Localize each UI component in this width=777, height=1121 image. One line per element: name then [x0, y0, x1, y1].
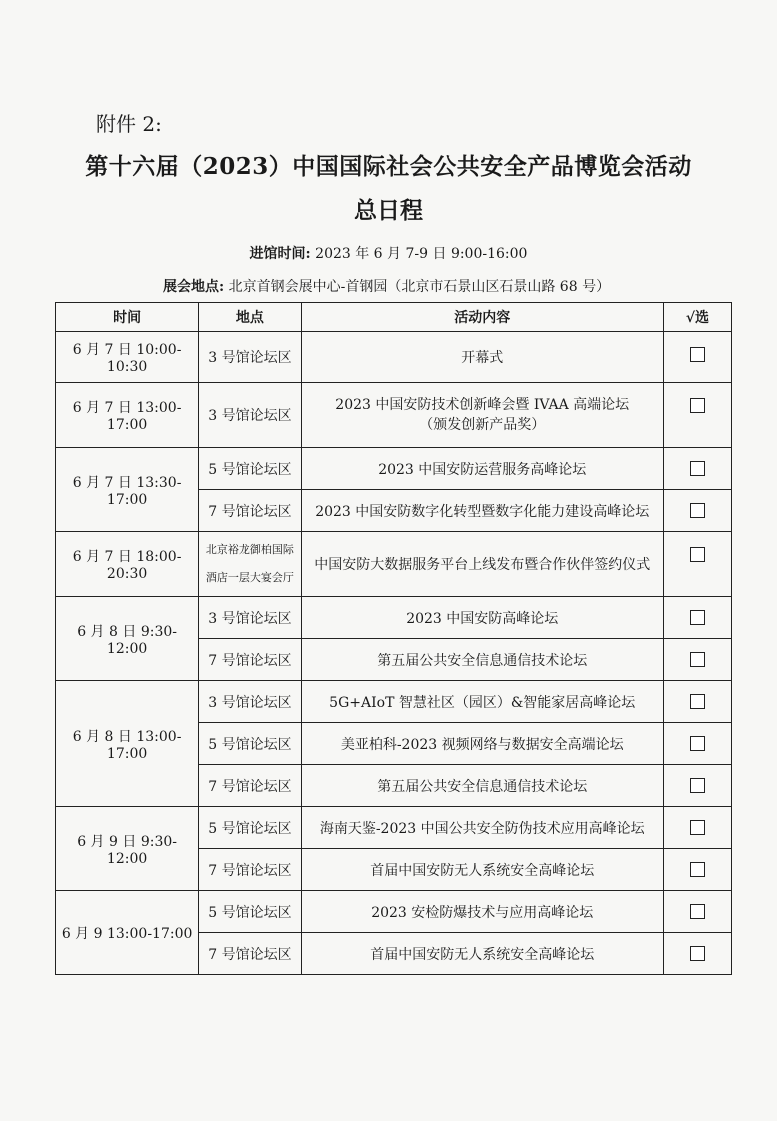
- location-cell: 7 号馆论坛区: [199, 639, 301, 681]
- table-header-row: [56, 303, 732, 332]
- table-row: [56, 807, 732, 849]
- venue-line: [163, 276, 610, 296]
- header-select: √选: [663, 303, 731, 332]
- activity-cell: 首届中国安防无人系统安全高峰论坛: [301, 849, 663, 891]
- select-checkbox[interactable]: [690, 398, 705, 413]
- select-cell: [663, 383, 731, 448]
- activity-cell: 5G+AIoT 智慧社区（园区）&智能家居高峰论坛: [301, 681, 663, 723]
- header-time: 时间: [56, 303, 199, 332]
- location-cell: 7 号馆论坛区: [199, 490, 301, 532]
- location-cell: 5 号馆论坛区: [199, 891, 301, 933]
- select-checkbox[interactable]: [690, 862, 705, 877]
- entry-time-label: 进馆时间:: [249, 246, 311, 262]
- table-row: [56, 597, 732, 639]
- location-cell: 7 号馆论坛区: [199, 765, 301, 807]
- time-cell: 6 月 8 日 9:30-12:00: [56, 597, 199, 681]
- select-cell: [663, 891, 731, 933]
- activity-cell: 海南天鉴-2023 中国公共安全防伪技术应用高峰论坛: [301, 807, 663, 849]
- location-cell: 3 号馆论坛区: [199, 597, 301, 639]
- venue-label: 展会地点:: [163, 279, 225, 295]
- activity-cell: 2023 中国安防运营服务高峰论坛: [301, 448, 663, 490]
- activity-line: （颁发创新产品奖）: [419, 417, 546, 433]
- location-cell: 3 号馆论坛区: [199, 332, 301, 383]
- time-cell: 6 月 9 13:00-17:00: [56, 891, 199, 975]
- entry-time-value: 2023 年 6 月 7-9 日 9:00-16:00: [315, 246, 528, 262]
- location-cell: [199, 532, 301, 597]
- activity-cell: 首届中国安防无人系统安全高峰论坛: [301, 933, 663, 975]
- time-cell: 6 月 7 日 10:00-10:30: [56, 332, 199, 383]
- select-checkbox[interactable]: [690, 652, 705, 667]
- time-cell: 6 月 7 日 13:00-17:00: [56, 383, 199, 448]
- select-cell: [663, 681, 731, 723]
- select-checkbox[interactable]: [690, 347, 705, 362]
- select-checkbox[interactable]: [690, 503, 705, 518]
- location-cell: 5 号馆论坛区: [199, 723, 301, 765]
- header-activity: 活动内容: [301, 303, 663, 332]
- select-cell: [663, 933, 731, 975]
- schedule-table: [55, 302, 732, 975]
- document-subtitle: 总日程: [354, 197, 423, 224]
- location-cell: 3 号馆论坛区: [199, 681, 301, 723]
- activity-cell: 2023 中国安防数字化转型暨数字化能力建设高峰论坛: [301, 490, 663, 532]
- location-cell: 7 号馆论坛区: [199, 849, 301, 891]
- select-cell: [663, 807, 731, 849]
- location-line: 酒店一层大宴会厅: [205, 571, 294, 584]
- select-checkbox[interactable]: [690, 694, 705, 709]
- select-checkbox[interactable]: [690, 736, 705, 751]
- entry-time-line: [0, 243, 777, 263]
- header-location: 地点: [199, 303, 301, 332]
- select-checkbox[interactable]: [690, 904, 705, 919]
- table-row: [56, 681, 732, 723]
- time-cell: 6 月 8 日 13:00-17:00: [56, 681, 199, 807]
- time-cell: 6 月 9 日 9:30-12:00: [56, 807, 199, 891]
- select-checkbox[interactable]: [690, 820, 705, 835]
- table-row: [56, 383, 732, 448]
- location-cell: 3 号馆论坛区: [199, 383, 301, 448]
- location-cell: 5 号馆论坛区: [199, 448, 301, 490]
- select-cell: [663, 597, 731, 639]
- select-cell: [663, 332, 731, 383]
- location-line: 北京裕龙御柏国际: [205, 543, 294, 556]
- select-checkbox[interactable]: [690, 461, 705, 476]
- select-checkbox[interactable]: [690, 946, 705, 961]
- activity-cell: 第五届公共安全信息通信技术论坛: [301, 765, 663, 807]
- select-checkbox[interactable]: [690, 547, 705, 562]
- select-cell: [663, 639, 731, 681]
- document-title: 第十六届（2023）中国国际社会公共安全产品博览会活动: [85, 153, 692, 180]
- location-cell: 5 号馆论坛区: [199, 807, 301, 849]
- attachment-label: 附件 2:: [96, 112, 162, 136]
- activity-cell: [301, 383, 663, 448]
- select-cell: [663, 723, 731, 765]
- activity-cell: 开幕式: [301, 332, 663, 383]
- table-row: [56, 448, 732, 490]
- activity-cell: 美亚柏科-2023 视频网络与数据安全高端论坛: [301, 723, 663, 765]
- venue-value: 北京首钢会展中心-首钢园（北京市石景山区石景山路 68 号）: [228, 279, 611, 295]
- select-cell: [663, 765, 731, 807]
- time-cell: 6 月 7 日 13:30-17:00: [56, 448, 199, 532]
- location-cell: 7 号馆论坛区: [199, 933, 301, 975]
- activity-cell: 2023 安检防爆技术与应用高峰论坛: [301, 891, 663, 933]
- select-checkbox[interactable]: [690, 610, 705, 625]
- activity-cell: 中国安防大数据服务平台上线发布暨合作伙伴签约仪式: [301, 532, 663, 597]
- time-cell: 6 月 7 日 18:00-20:30: [56, 532, 199, 597]
- select-checkbox[interactable]: [690, 778, 705, 793]
- table-row: [56, 891, 732, 933]
- activity-cell: 第五届公共安全信息通信技术论坛: [301, 639, 663, 681]
- table-row: [56, 532, 732, 597]
- select-cell: [663, 849, 731, 891]
- table-row: [56, 332, 732, 383]
- select-cell: [663, 490, 731, 532]
- select-cell: [663, 532, 731, 597]
- schedule-body: [56, 332, 732, 975]
- activity-cell: 2023 中国安防高峰论坛: [301, 597, 663, 639]
- activity-line: 2023 中国安防技术创新峰会暨 IVAA 高端论坛: [335, 397, 630, 413]
- select-cell: [663, 448, 731, 490]
